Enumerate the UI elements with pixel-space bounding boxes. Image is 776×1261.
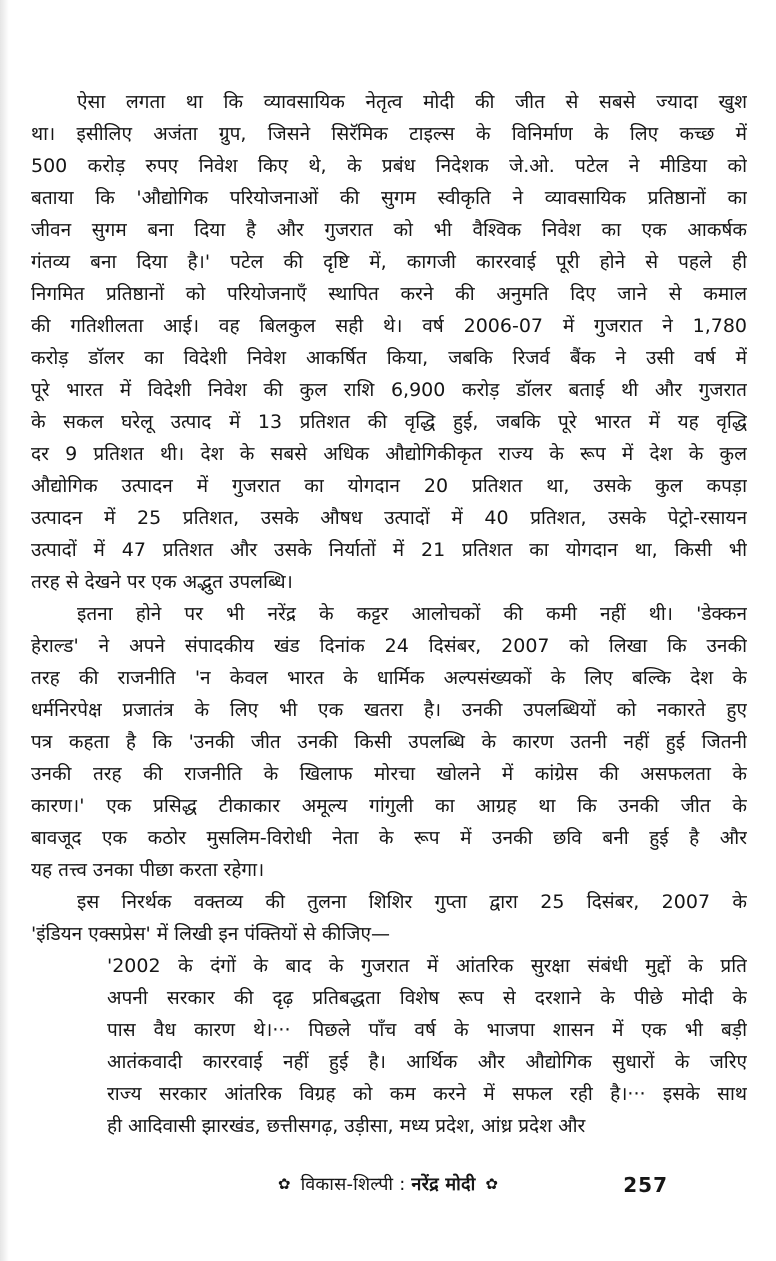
footer-series-label: विकास-शिल्पी : <box>300 1174 406 1195</box>
text-line: के सकल घरेलू उत्पाद में 13 प्रतिशत की वृद्धि हुई, जबकि पूरे भारत में यह वृद्धि <box>31 411 747 433</box>
text-line: यह तत्त्व उनका पीछा करता रहेगा। <box>31 859 265 881</box>
text-block <box>31 86 747 1142</box>
text-line: निगमित प्रतिष्ठानों को परियोजनाएँ स्थापित करने की अनुमति दिए जाने से कमाल <box>31 283 747 305</box>
text-line: पास वैध कारण थे।··· पिछले पाँच वर्ष के भाजपा शासन में एक भी बड़ी <box>107 1019 747 1041</box>
paragraph <box>31 886 747 950</box>
text-line: ही आदिवासी झारखंड, छत्तीसगढ़, उड़ीसा, मध्य प्रदेश, आंध्र प्रदेश और <box>107 1115 586 1137</box>
text-line: इस निरर्थक वक्तव्य की तुलना शिशिर गुप्ता द्वारा 25 दिसंबर, 2007 के <box>77 891 747 913</box>
text-line: बावजूद एक कठोर मुसलिम-विरोधी नेता के रूप में उनकी छवि बनी हुई है और <box>31 827 747 849</box>
text-line: हेराल्ड' ने अपने संपादकीय खंड दिनांक 24 दिसंबर, 2007 को लिखा कि उनकी <box>31 635 747 657</box>
text-line: उनकी तरह की राजनीति के खिलाफ मोरचा खोलने में कांग्रेस की असफलता के <box>31 763 747 785</box>
text-line: गंतव्य बना दिया है।' पटेल की दृष्टि में, कागजी काररवाई पूरी होने से पहले ही <box>31 251 747 273</box>
footer-book-title: नरेंद्र मोदी <box>411 1174 476 1195</box>
page-footer <box>0 1172 776 1206</box>
text-line: था। इसीलिए अजंता ग्रुप, जिसने सिरॅमिक टाइल्स के विनिर्माण के लिए कच्छ में <box>31 123 747 145</box>
text-line: तरह से देखने पर एक अद्भुत उपलब्धि। <box>31 571 293 593</box>
text-line: पत्र कहता है कि 'उनकी जीत उनकी किसी उपलब्धि के कारण उतनी नहीं हुई जितनी <box>31 731 747 753</box>
text-line: कारण।' एक प्रसिद्ध टीकाकार अमूल्य गांगुली का आग्रह था कि उनकी जीत के <box>31 795 747 817</box>
flower-ornament-icon: ✿ <box>485 1175 499 1193</box>
text-line: तरह की राजनीति 'न केवल भारत के धार्मिक अल्पसंख्यकों के लिए बल्कि देश के <box>31 667 747 689</box>
text-line: दर 9 प्रतिशत थी। देश के सबसे अधिक औद्योगिकीकृत राज्य के रूप में देश के कुल <box>31 443 747 465</box>
paragraph <box>31 598 747 886</box>
text-line: इतना होने पर भी नरेंद्र के कट्टर आलोचकों की कमी नहीं थी। 'डेक्कन <box>77 603 747 625</box>
text-line: करोड़ डॉलर का विदेशी निवेश आकर्षित किया, जबकि रिजर्व बैंक ने उसी वर्ष में <box>31 347 747 369</box>
quote-paragraph <box>107 950 747 1142</box>
text-line: उत्पादों में 47 प्रतिशत और उसके निर्यातों में 21 प्रतिशत का योगदान था, किसी भी <box>31 539 747 561</box>
text-line: अपनी सरकार की दृढ़ प्रतिबद्धता विशेष रूप से दरशाने के पीछे मोदी के <box>107 987 747 1009</box>
text-line: औद्योगिक उत्पादन में गुजरात का योगदान 20 प्रतिशत था, उसके कुल कपड़ा <box>31 475 747 497</box>
text-line: राज्य सरकार आंतरिक विग्रह को कम करने में सफल रही है।··· इसके साथ <box>107 1083 747 1105</box>
text-line: बताया कि 'औद्योगिक परियोजनाओं की सुगम स्वीकृति ने व्यावसायिक प्रतिष्ठानों का <box>31 187 747 209</box>
text-line: पूरे भारत में विदेशी निवेश की कुल राशि 6,900 करोड़ डॉलर बताई थी और गुजरात <box>31 379 747 401</box>
text-line: धर्मनिरपेक्ष प्रजातंत्र के लिए भी एक खतरा है। उनकी उपलब्धियों को नकारते हुए <box>31 699 747 721</box>
text-line: 'इंडियन एक्सप्रेस' में लिखी इन पंक्तियों से कीजिए— <box>31 923 391 945</box>
text-line: ऐसा लगता था कि व्यावसायिक नेतृत्व मोदी की जीत से सबसे ज्यादा खुश <box>77 91 747 113</box>
text-line: की गतिशीलता आई। वह बिलकुल सही थे। वर्ष 2006-07 में गुजरात ने 1,780 <box>31 315 747 337</box>
text-line: 500 करोड़ रुपए निवेश किए थे, के प्रबंध निदेशक जे.ओ. पटेल ने मीडिया को <box>31 155 747 177</box>
text-line: जीवन सुगम बना दिया है और गुजरात को भी वैश्विक निवेश का एक आकर्षक <box>31 219 747 241</box>
text-line: '2002 के दंगों के बाद के गुजरात में आंतरिक सुरक्षा संबंधी मुद्दों के प्रति <box>107 955 747 977</box>
paragraph <box>31 86 747 598</box>
flower-ornament-icon: ✿ <box>277 1175 291 1193</box>
text-line: उत्पादन में 25 प्रतिशत, उसके औषध उत्पादों में 40 प्रतिशत, उसके पेट्रो-रसायन <box>31 507 747 529</box>
page-number: 257 <box>623 1173 668 1197</box>
text-line: आतंकवादी काररवाई नहीं हुई है। आर्थिक और औद्योगिक सुधारों के जरिए <box>107 1051 747 1073</box>
